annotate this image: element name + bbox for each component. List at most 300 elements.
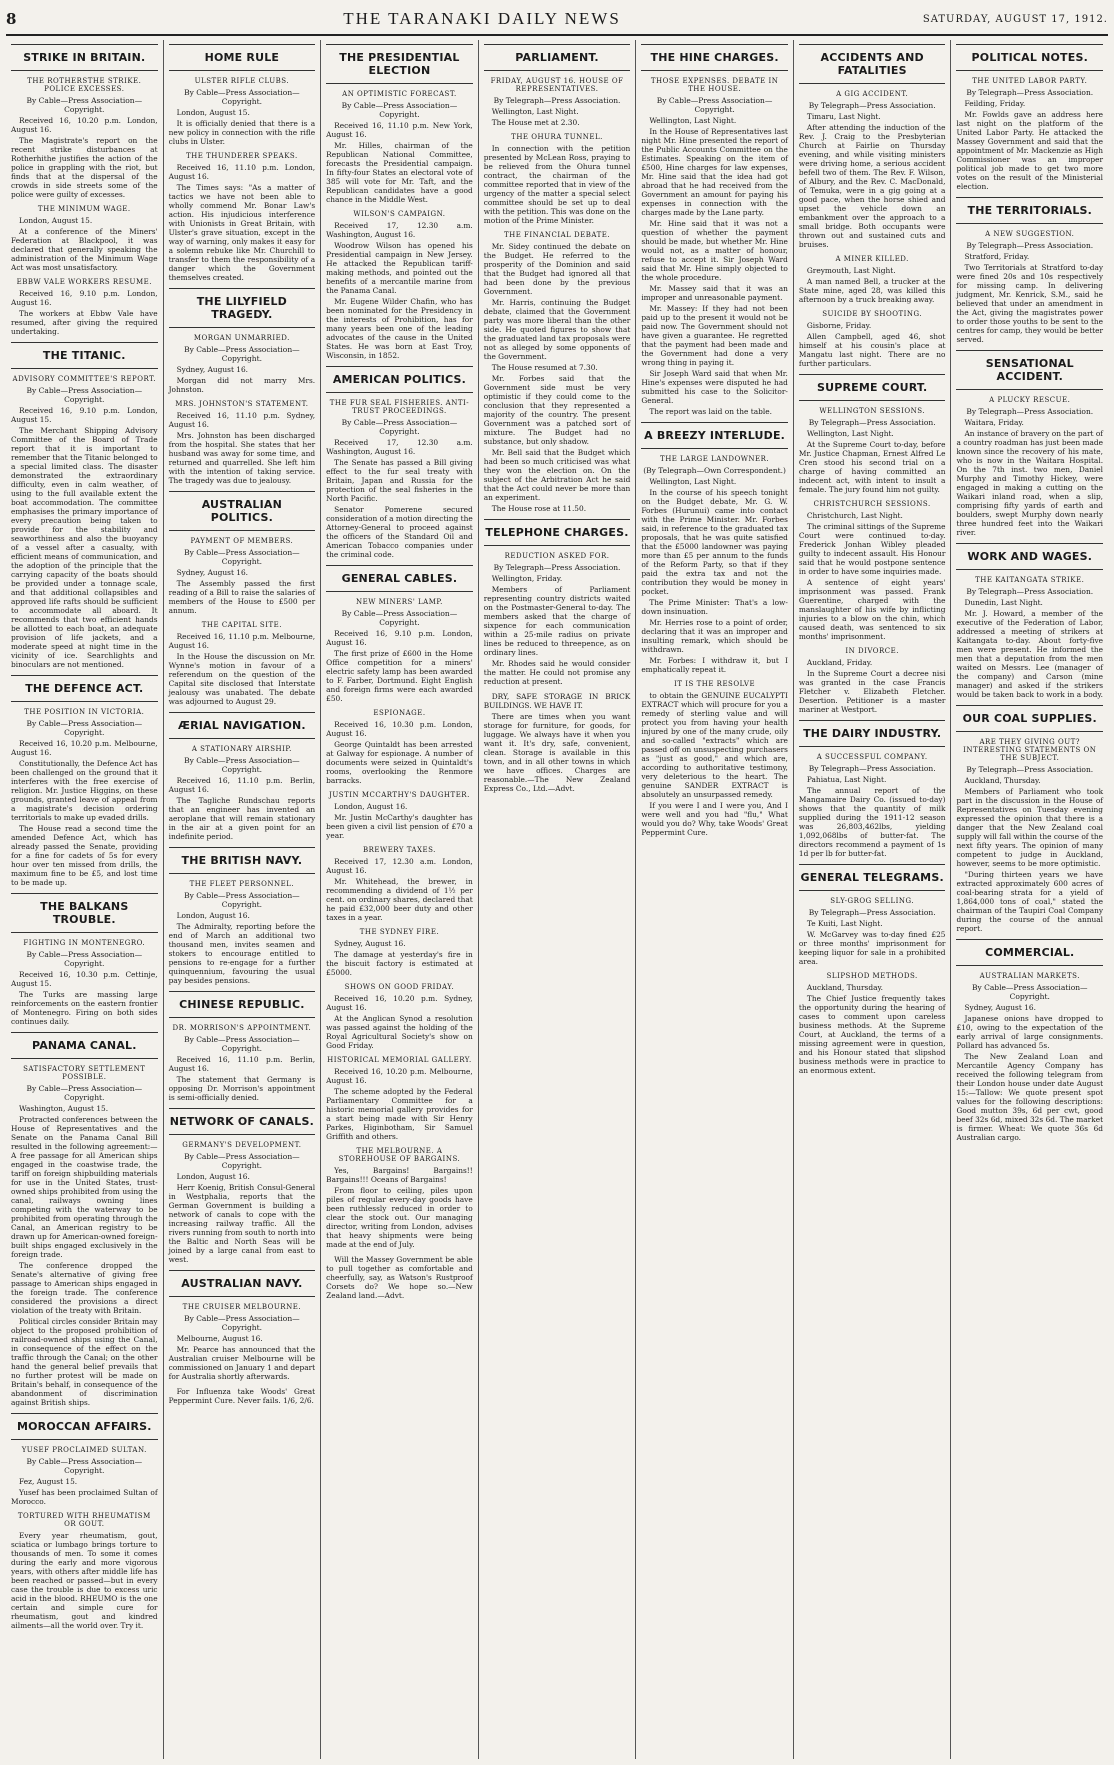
article-paragraph: W. McGarvey was to-day fined £25 or three months' imprisonment for keeping liquor for sale in a prohibited area. xyxy=(798,930,946,966)
article-paragraph: to obtain the GENUINE EUCALYPTI EXTRACT which will procure for you a remedy of sterling value and will protect you from having your health injured by one of the many crude, oily and so-called "extracts" which are passed off on unsuspecting purchasers as "just as good," and which are, according to authoritative testimony, very deleterious to the heart. The genuine SANDER EXTRACT is absolutely an unsurpassed remedy. xyxy=(641,691,788,799)
article xyxy=(11,675,158,887)
article-paragraph: Herr Koenig, British Consul-General in Westphalia, reports that the German Government is building a network of canals to cope with the increasing railway traffic. All the rivers running from south to north into the Baltic and North Seas will be joined by a large canal from east to west. xyxy=(168,1183,316,1264)
article xyxy=(799,44,946,249)
article-paragraph: Received 16, 11.10 p.m. New York, August 16. xyxy=(326,121,473,139)
article-byline: By Cable—Press Association—Copyright. xyxy=(341,609,458,627)
column-2 xyxy=(164,40,322,1759)
article-paragraph: The Magistrate's report on the recent strike disturbances at Rotherhithe justifies the action of the police in grappling with the riot, but finds that at the dispersal of the crowds in side streets some of the police were guilty of excesses. xyxy=(11,136,158,199)
article-paragraph: Received 17, 12.30 a.m. Washington, August 16. xyxy=(326,221,473,239)
article-paragraph: Wellington, Friday. xyxy=(491,574,563,583)
article xyxy=(326,791,473,840)
article-paragraph: Stratford, Friday. xyxy=(964,252,1030,261)
article-subheading: FIGHTING IN MONTENEGRO. xyxy=(23,939,146,947)
article-paragraph: Received 16, 9.10 p.m. London, August 16. xyxy=(11,289,158,307)
article-headline: AUSTRALIAN NAVY. xyxy=(169,1270,316,1297)
article-byline: By Cable—Press Association—Copyright. xyxy=(184,891,300,909)
columns-container xyxy=(6,40,1108,1759)
article-subheading: THE OHURA TUNNEL. xyxy=(511,133,603,141)
article-byline: By Cable—Press Association—Copyright. xyxy=(184,88,300,106)
article-paragraph: A man named Bell, a trucker at the State mine, aged 28, was killed this afternoon by a truck breaking away. xyxy=(798,277,946,304)
article-paragraph: Received 16, 10.20 p.m. Sydney, August 16. xyxy=(326,994,473,1012)
column-7 xyxy=(951,40,1108,1759)
article-paragraph: The House met at 2.30. xyxy=(491,118,580,127)
article xyxy=(326,44,473,204)
article-paragraph: The Prime Minister: That's a low-down insinuation. xyxy=(641,598,788,616)
article-paragraph: Christchurch, Last Night. xyxy=(806,511,903,520)
article-paragraph: From floor to ceiling, piles upon piles of regular every-day goods have been ruthlessly reduced in order to clear the stock out. Our managing director, writing from London, advises that heavy shipments were being made at the end of July. xyxy=(326,1186,473,1249)
article xyxy=(799,647,946,714)
article xyxy=(11,342,158,669)
article xyxy=(326,928,473,977)
article xyxy=(11,893,158,1026)
article-paragraph: Waitara, Friday. xyxy=(964,418,1024,427)
article-subheading: WILSON'S CAMPAIGN. xyxy=(353,210,446,218)
article-paragraph: Sydney, August 16. xyxy=(334,939,406,948)
article-paragraph: Received 16, 10.30 p.m. Cettinje, August 15. xyxy=(11,970,158,988)
article-subheading: THE UNITED LABOR PARTY. xyxy=(972,77,1088,85)
article xyxy=(484,44,631,127)
article-subheading: THE ROTHERSTHE STRIKE. POLICE EXCESSES. xyxy=(27,77,142,93)
article-subheading: THE FINANCIAL DEBATE. xyxy=(503,231,611,239)
article-headline: THE HINE CHARGES. xyxy=(641,44,788,71)
article-paragraph: The House resumed at 7.30. xyxy=(491,363,598,372)
article-subheading: MRS. JOHNSTON'S STATEMENT. xyxy=(175,400,309,408)
article-paragraph: Sydney, August 16. xyxy=(176,568,249,577)
article-paragraph: London, August 16. xyxy=(176,1172,250,1181)
article xyxy=(11,205,158,272)
article xyxy=(169,288,316,394)
article-subheading: ADVISORY COMMITTEE'S REPORT. xyxy=(12,375,157,383)
article-headline: THE TITANIC. xyxy=(11,342,158,369)
article-subheading: WELLINGTON SESSIONS. xyxy=(819,407,925,415)
article-subheading: THE FLEET PERSONNEL. xyxy=(189,880,295,888)
article xyxy=(169,712,316,841)
article-subheading: SATISFACTORY SETTLEMENT POSSIBLE. xyxy=(23,1065,146,1081)
article-paragraph: Greymouth, Last Night. xyxy=(806,266,896,275)
article xyxy=(169,847,316,985)
article-paragraph: Received 16, 11.10 p.m. Berlin, August 16. xyxy=(168,1055,316,1073)
article-paragraph: In the House the discussion on Mr. Wynne's motion in favour of a referendum on the question of the Capital site disclosed that Interstate jealousy was unabated. The debate was adjourned to August 29. xyxy=(168,652,316,706)
article xyxy=(799,374,946,494)
article-paragraph: At the Anglican Synod a resolution was passed against the holding of the Royal Agricultural Society's show on Good Friday. xyxy=(326,1014,473,1050)
article-paragraph: The Turks are massing large reinforcements on the eastern frontier of Montenegro. Firing on both sides continues daily. xyxy=(11,990,158,1026)
article-paragraph: Members of Parliament representing country districts waited on the Postmaster-General to-day. The members asked that the charge of sixpence for each communication within a 25-mile radius on private lines be reduced to threepence, as on ordinary lines. xyxy=(483,585,631,657)
article-paragraph: It is officially denied that there is a new policy in connection with the rifle clubs in Ulster. xyxy=(168,119,316,146)
article xyxy=(326,1056,473,1141)
article xyxy=(641,44,788,416)
article-paragraph: Senator Pomerene secured consideration of a motion directing the Attorney-General to proceed against the officers of the Standard Oil and American Tobacco companies under the criminal code. xyxy=(326,505,473,559)
article xyxy=(11,278,158,336)
article xyxy=(326,210,473,360)
article-byline: By Telegraph—Press Association. xyxy=(493,563,621,572)
article-paragraph: London, August 15. xyxy=(176,108,250,117)
article-paragraph: Wellington, Last Night. xyxy=(806,429,894,438)
column-5 xyxy=(636,40,794,1759)
article-subheading: THOSE EXPENSES. DEBATE IN THE HOUSE. xyxy=(650,77,779,93)
article-paragraph: Sydney, August 16. xyxy=(964,1003,1036,1012)
article-paragraph: The conference dropped the Senate's alternative of giving free passage to American ships engaged in the foreign trade. The conference considered the provisions a direct violation of the treaty with Britain. xyxy=(11,1261,158,1315)
article-headline: A BREEZY INTERLUDE. xyxy=(641,422,788,449)
article-paragraph: Washington, August 15. xyxy=(19,1104,109,1113)
article-paragraph: Members of Parliament who took part in the discussion in the House of Representatives on Tuesday evening expressed the opinion that there is a danger that the New Zealand coal supply will fall within the course of the next fifty years. The opinion of many competent to judge in Auckland, however, seems to be more optimistic. xyxy=(956,787,1104,868)
article-paragraph: Auckland, Friday. xyxy=(806,658,873,667)
article xyxy=(11,1413,158,1506)
article-headline: GENERAL CABLES. xyxy=(326,565,473,592)
article-subheading: SLY-GROG SELLING. xyxy=(830,897,915,905)
article-paragraph: Te Kuiti, Last Night. xyxy=(806,919,883,928)
article-subheading: IT IS THE RESOLVE xyxy=(674,680,756,688)
issue-date: SATURDAY, AUGUST 17, 1912. xyxy=(922,13,1108,25)
article-byline: By Cable—Press Association—Copyright. xyxy=(341,418,458,436)
article-paragraph: George Quintaldt has been arrested at Galway for espionage. A number of documents were seized in Quintaldt's rooms, overlooking the Renmore barracks. xyxy=(326,740,473,785)
article-subheading: ULSTER RIFLE CLUBS. xyxy=(194,77,290,85)
article xyxy=(326,846,473,922)
article xyxy=(641,680,788,837)
article-paragraph: Mr. Bell said that the Budget which had been so much criticised was what they won the election on. On the subject of the Arbitration Act he said that the Act could never be more than an experiment. xyxy=(483,448,631,502)
article-subheading: YUSEF PROCLAIMED SULTAN. xyxy=(21,1446,147,1454)
article-byline: By Telegraph—Press Association. xyxy=(808,101,936,110)
article-subheading: A STATIONARY AIRSHIP. xyxy=(191,745,292,753)
article-byline: By Cable—Press Association—Copyright. xyxy=(26,1457,143,1475)
article-paragraph: Will the Massey Government be able to pull together as comfortable and cheerfully, say, as Watson's Rustproof Corsets do? We hope so.—New Zealand land.—Advt. xyxy=(326,1255,473,1300)
article-subheading: A PLUCKY RESCUE. xyxy=(989,396,1071,404)
article-paragraph: Morgan did not marry Mrs. Johnston. xyxy=(168,376,316,394)
article-byline: By Telegraph—Press Association. xyxy=(493,96,621,105)
article-paragraph: Constitutionally, the Defence Act has been challenged on the ground that it interferes with the free exercise of religion. Mr. Justice Higgins, on these grounds, granted leave of appeal from a magistrate's decision ordering territorials to make up evaded drills. xyxy=(11,759,158,822)
article-paragraph: Wellington, Last Night. xyxy=(649,116,737,125)
article-headline: THE LILYFIELD TRAGEDY. xyxy=(169,288,316,328)
article-subheading: TORTURED WITH RHEUMATISM OR GOUT. xyxy=(17,1512,151,1528)
article-subheading: A NEW SUGGESTION. xyxy=(985,230,1075,238)
article-subheading: MORGAN UNMARRIED. xyxy=(193,334,290,342)
article-paragraph: The scheme adopted by the Federal Parliamentary Committee for a historic memorial gallery provides for a start being made with Sir Henry Parkes, Higinbotham, Sir Samuel Griffith and others. xyxy=(326,1087,473,1141)
article-paragraph: The Assembly passed the first reading of a Bill to raise the salaries of members of the House to £500 per annum. xyxy=(168,579,316,615)
article-paragraph: Yusef has been proclaimed Sultan of Morocco. xyxy=(11,1488,158,1506)
article-paragraph: The criminal sittings of the Supreme Court were continued to-day. Frederick Jonhan Wibley pleaded guilty to indecent assault. His Honour said that he would postpone sentence in order to have some inquiries made. xyxy=(798,522,946,576)
article-paragraph: Mr. J. Howard, a member of the executive of the Federation of Labor, addressed a meeting of strikers at Kaitangata to-day. About forty-five men were present. He informed the men that a deputation from the men waited on Messrs. Lee (manager of the company) and Carson (mine manager) and asked if the strikers would be taken back to work in a body. xyxy=(956,609,1104,699)
article xyxy=(326,1255,473,1300)
article-paragraph: Received 16, 11.10 p.m. Melbourne, August 16. xyxy=(168,632,316,650)
article-paragraph: The New Zealand Loan and Mercantile Agency Company has received the following telegram from their London house under date August 15:—Tallow: We quote present spot values for the following descriptions: Good mutton 39s, 6d per cwt, good beef 32s 6d, mixed 32s 6d. The market is firmer. Wheat: We quote 36s 6d Australian cargo. xyxy=(956,1052,1104,1142)
article-paragraph: Fez, August 15. xyxy=(19,1477,78,1486)
article-paragraph: There are times when you want storage for furniture, for goods, for luggage. We always have it when you want it. It's dry, safe, convenient, clean. Storage is available in this town, and in all other towns in which we have offices. Charges are reasonable.—The New Zealand Express Co., Ltd.—Advt. xyxy=(483,712,631,793)
article-subheading: A SUCCESSFUL COMPANY. xyxy=(816,753,928,761)
article xyxy=(799,972,946,1075)
article-paragraph: Sir Joseph Ward said that when Mr. Hine's expenses were disputed he had submitted his case to the Solicitor-General. xyxy=(641,369,788,405)
article-paragraph: The Chief Justice frequently takes the opportunity during the hearing of cases to comment upon careless business methods. At the Supreme Court, at Auckland, the terms of a missing agreement were in question, and his Honour stated that slipshod business methods were in practice to an enormous extent. xyxy=(798,994,946,1075)
article-paragraph: Received 16, 10.30 p.m. London, August 16. xyxy=(326,720,473,738)
article-paragraph: Mr. Eugene Wilder Chafin, who has been nominated for the Presidency in the interests of Prohibition, has for many years been one of the leading advocates of the cause in the United States. He was born at East Troy, Wisconsin, in 1852. xyxy=(326,297,473,360)
article xyxy=(484,133,631,225)
article-paragraph: Received 16, 9.10 p.m. London, August 16. xyxy=(326,629,473,647)
article xyxy=(11,1512,158,1630)
article-paragraph: The annual report of the Mangamaire Dairy Co. (issued to-day) shows that the quantity of milk supplied during the 1911-12 season was 26,803,462lbs, yielding 1,092,068lbs of butter-fat. The directors recommend a payment of 1s 1d per lb for butter-fat. xyxy=(798,786,946,858)
page-number: 8 xyxy=(6,10,17,28)
article xyxy=(799,864,946,966)
article-paragraph: Auckland, Thursday. xyxy=(964,776,1041,785)
article xyxy=(799,310,946,368)
article xyxy=(799,720,946,858)
article-paragraph: If you were I and I were you, And I were well and you had "flu," What would you do? Why, take Woods' Great Peppermint Cure. xyxy=(641,801,788,837)
article-paragraph: Gisborne, Friday. xyxy=(806,321,872,330)
article-byline: By Telegraph—Press Association. xyxy=(966,765,1094,774)
article xyxy=(169,491,316,615)
article-headline: ÆRIAL NAVIGATION. xyxy=(169,712,316,739)
article-paragraph: Sydney, August 16. xyxy=(176,365,249,374)
article-paragraph: "During thirteen years we have extracted approximately 600 acres of coal-bearing strata for a yield of 1,864,000 tons of coal," stated the chairman of the Taupiri Coal Company during the course of the annual report. xyxy=(956,870,1104,933)
article-paragraph: The House read a second time the amended Defence Act, which has already passed the Senate, providing for a fine for cadets of 5s for every hour over ten missed from drills, the maximum fine to be £5, and lost time to be made up. xyxy=(11,824,158,887)
article xyxy=(641,422,788,674)
article-subheading: AUSTRALIAN MARKETS. xyxy=(979,972,1080,980)
article-subheading: THE CAPITAL SITE. xyxy=(201,621,282,629)
article-byline: By Cable—Press Association—Copyright. xyxy=(26,96,143,114)
article-subheading: ESPIONAGE. xyxy=(373,709,426,717)
article-headline: SUPREME COURT. xyxy=(799,374,946,401)
article-byline: By Telegraph—Press Association. xyxy=(966,407,1094,416)
article-paragraph: In connection with the petition presented by McLean Ross, praying to be relieved from the Ohura tunnel contract, the chairman of the committee reported that in view of the urgency of the matter a special select committee should be set up to deal with the petition. This was done on the motion of the Prime Minister. xyxy=(483,144,631,225)
article-paragraph: Mr. Massey: If they had not been paid up to the present it would not be paid now. The Government should not have given a guarantee. He regretted that the payment had been made and the Government had done a very wrong thing in paying it. xyxy=(641,304,788,367)
article-headline: SENSATIONAL ACCIDENT. xyxy=(956,350,1103,390)
article xyxy=(169,44,316,146)
article-byline: By Cable—Press Association—Copyright. xyxy=(184,756,300,774)
article-paragraph: Dunedin, Last Night. xyxy=(964,598,1043,607)
article-paragraph: Pahiatua, Last Night. xyxy=(806,775,887,784)
article-paragraph: For Influenza take Woods' Great Peppermint Cure. Never fails. 1/6, 2/6. xyxy=(168,1387,316,1405)
article-paragraph: Mr. Herries rose to a point of order, declaring that it was an improper and insulting remark, which should be withdrawn. xyxy=(641,618,788,654)
article-paragraph: The workers at Ebbw Vale have resumed, after giving the required undertaking. xyxy=(11,309,158,336)
article-byline: By Cable—Press Association—Copyright. xyxy=(656,96,773,114)
article-byline: By Cable—Press Association—Copyright. xyxy=(26,950,143,968)
article-paragraph: After attending the induction of the Rev. J. Craig to the Presbyterian Church at Fairlie on Thursday evening, and while visiting ministers were driving home, a serious accident befell two of them. The Rev. F. Wilson, of Albury, and the Rev. C. MacDonald, of Temuka, were in a gig going at a good pace, when the horse shied and upset the vehicle down an embankment over the approach to a small bridge. Both occupants were thrown out and sustained cuts and bruises. xyxy=(798,123,946,249)
article-byline: (By Telegraph—Own Correspondent.) xyxy=(643,466,786,475)
article-paragraph: Mr. Justin McCarthy's daughter has been given a civil list pension of £70 a year. xyxy=(326,813,473,840)
article xyxy=(956,705,1103,933)
article-subheading: IN DIVORCE. xyxy=(845,647,899,655)
article-headline: HOME RULE xyxy=(169,44,316,71)
article-headline: THE DEFENCE ACT. xyxy=(11,675,158,702)
article-paragraph: Mr. Sidey continued the debate on the Budget. He referred to the prosperity of the Dominion and said that the Budget had ignored all that had been done by the previous Government. xyxy=(483,242,631,296)
article-paragraph: In the House of Representatives last night Mr. Hine presented the report of the Public Accounts Committee on the Estimates. Speaking on the item of £500, Hine charges for law expenses, Mr. Hine said that the idea had got abroad that he had received from the Government an amount for paying his expenses in connection with the charges made by the Lane party. xyxy=(641,127,788,217)
article-headline: TELEPHONE CHARGES. xyxy=(484,519,631,546)
article-byline: By Telegraph—Press Association. xyxy=(966,587,1094,596)
article-byline: By Cable—Press Association—Copyright. xyxy=(184,1152,300,1170)
article xyxy=(956,543,1103,699)
article-byline: By Telegraph—Press Association. xyxy=(808,908,936,917)
article-paragraph: Political circles consider Britain may object to the proposed prohibition of railroad-owned ships using the Canal, in consequence of the effect on the traffic through the Canal; on the other hand the general belief prevails that no further protest will be made on Britain's behalf, in consequence of the abandonment of discrimination against British ships. xyxy=(11,1317,158,1407)
article xyxy=(956,939,1103,1142)
article-subheading: AN OPTIMISTIC FORECAST. xyxy=(342,90,457,98)
article-paragraph: Received 17, 12.30 a.m. Washington, August 16. xyxy=(326,438,473,456)
article-headline: PANAMA CANAL. xyxy=(11,1032,158,1059)
article-headline: AUSTRALIAN POLITICS. xyxy=(169,491,316,531)
article-subheading: PAYMENT OF MEMBERS. xyxy=(190,537,294,545)
article-paragraph: Received 16, 10.20 p.m. Melbourne, August 16. xyxy=(11,739,158,757)
article xyxy=(956,350,1103,537)
article-paragraph: The Times says: "As a matter of tactics we have not been able to wholly commend Mr. Bonar Law's action. His injudicious interference with Unionists in Great Britain, with Ulster's grave situation, except in the way of warning, only makes it easy for a solemn rebuke like Mr. Churchill to transfer to them the responsibility of a danger which the Government themselves created. xyxy=(168,183,316,282)
article xyxy=(169,1270,316,1381)
article xyxy=(169,400,316,485)
article-byline: By Telegraph—Press Association. xyxy=(966,241,1094,250)
article-paragraph: London, August 16. xyxy=(176,911,250,920)
article-headline: COMMERCIAL. xyxy=(956,939,1103,966)
article-paragraph: In the Supreme Court a decree nisi was granted in the case Francis Fletcher v. Elizabeth Fletcher. Desertion. Petitioner is a master mariner at Westport. xyxy=(798,669,946,714)
article-paragraph: Auckland, Thursday. xyxy=(806,983,884,992)
column-4 xyxy=(479,40,637,1759)
article-subheading: NEW MINERS' LAMP. xyxy=(355,598,443,606)
article xyxy=(484,519,631,686)
article-paragraph: Two Territorials at Stratford to-day were fined 20s and 10s respectively for missing camp. In delivering judgment, Mr. Kenrick, S.M., said he believed that under an amendment in the Act, giving the magistrates power to order those youths to be sent to the centres for camp, they would be better served. xyxy=(956,263,1104,344)
masthead xyxy=(6,4,1108,36)
article-paragraph: At a conference of the Miners' Federation at Blackpool, it was declared that generally speaking the administration of the Minimum Wage Act was most unsatisfactory. xyxy=(11,227,158,272)
article-subheading: THE MELBOURNE. A STOREHOUSE OF BARGAINS. xyxy=(338,1147,461,1163)
article-subheading: BREWERY TAXES. xyxy=(362,846,436,854)
article-headline: MOROCCAN AFFAIRS. xyxy=(11,1413,158,1440)
article-paragraph: The Tagliche Rundschau reports that an engineer has invented an aeroplane that will remain stationary in the air at a given point for an indefinite period. xyxy=(168,796,316,841)
article-paragraph: The first prize of £600 in the Home Office competition for a miners' electric safety lamp has been awarded to F. Farber, Dortmund. Eight English and foreign firms were each awarded £50. xyxy=(326,649,473,703)
article-subheading: SUICIDE BY SHOOTING. xyxy=(822,310,923,318)
article-subheading: THE THUNDERER SPEAKS. xyxy=(186,152,298,160)
article xyxy=(326,366,473,559)
article-paragraph: Every year rheumatism, gout, sciatica or lumbago brings torture to thousands of men. To some it comes during the early and more vigorous years, with others after middle life has been reached or passed—but in every case the trouble is due to excess uric acid in the blood. RHEUMO is the one certain and simple cure for rheumatism, gout and kindred ailments—all the world over. Try it. xyxy=(11,1531,158,1630)
article-byline: By Cable—Press Association—Copyright. xyxy=(184,1314,300,1332)
article-subheading: THE FUR SEAL FISHERIES. ANTI-TRUST PROCEEDINGS. xyxy=(329,399,470,415)
article-subheading: ARE THEY GIVING OUT? INTERESTING STATEMENTS ON THE SUBJECT. xyxy=(963,738,1097,762)
article-paragraph: Japanese onions have dropped to £10, owing to the expectation of the early arrival of large consignments. Pollard has advanced 5s. xyxy=(956,1014,1104,1050)
article-paragraph: Timaru, Last Night. xyxy=(806,112,881,121)
article-byline: By Telegraph—Press Association. xyxy=(808,418,936,427)
article-paragraph: Received 16, 11.10 p.m. Sydney, August 16. xyxy=(168,411,316,429)
article-byline: By Cable—Press Association—Copyright. xyxy=(341,101,458,119)
newspaper-title: THE TARANAKI DAILY NEWS xyxy=(343,9,621,28)
article-headline: CHINESE REPUBLIC. xyxy=(169,991,316,1018)
article-subheading: THE KAITANGATA STRIKE. xyxy=(975,576,1085,584)
article-paragraph: The Merchant Shipping Advisory Committee of the Board of Trade report that it is important to remember that the Titanic belonged to a special limited class. The disaster demonstrated the extraordinary difficulty, even in calm weather, of using to the full available extent the boat accommodation. The committee emphasises the primary importance of every precaution being taken to provide for the stability and seaworthiness and also the buoyancy of a vessel after a casualty, with efficient means of communication, and the adoption of the principle that the carrying capacity of the boats should be provided under a tonnage scale, and that additional collapsibles and approved life rafts should be sufficient to accommodate all aboard. It recommends that two efficient hands be allotted to each boat, an adequate provision of life jackets, and a moderate speed at night time in the vicinity of ice. Searchlights and binoculars are not mentioned. xyxy=(11,426,158,669)
article-subheading: THE SYDNEY FIRE. xyxy=(359,928,440,936)
article-paragraph: The Senate has passed a Bill giving effect to the fur seal treaty with Britain, Japan and Russia for the protection of the seal fisheries in the North Pacific. xyxy=(326,458,473,503)
article-subheading: THE MINIMUM WAGE. xyxy=(37,205,131,213)
article-subheading: FRIDAY, AUGUST 16. HOUSE OF REPRESENTATIVES. xyxy=(490,77,624,93)
article-paragraph: The House rose at 11.50. xyxy=(491,504,587,513)
article-subheading: A MINER KILLED. xyxy=(835,255,909,263)
article-byline: By Cable—Press Association—Copyright. xyxy=(184,548,300,566)
article xyxy=(326,1147,473,1249)
article-paragraph: Mrs. Johnston has been discharged from the hospital. She states that her husband was away for some time, and returned and quarrelled. She left him with the intention of taking service. The tragedy was due to jealousy. xyxy=(168,431,316,485)
article xyxy=(956,197,1103,344)
article-subheading: DR. MORRISON'S APPOINTMENT. xyxy=(172,1024,312,1032)
article xyxy=(169,1387,316,1405)
article xyxy=(484,231,631,513)
article xyxy=(799,500,946,641)
article-subheading: A GIG ACCIDENT. xyxy=(836,90,909,98)
column-6 xyxy=(794,40,952,1759)
article-subheading: REDUCTION ASKED FOR. xyxy=(504,552,610,560)
article-headline: NETWORK OF CANALS. xyxy=(169,1108,316,1135)
article-paragraph: Wellington, Last Night. xyxy=(649,477,737,486)
article xyxy=(326,565,473,703)
article-paragraph: Wellington, Last Night. xyxy=(491,107,579,116)
article-headline: THE BRITISH NAVY. xyxy=(169,847,316,874)
article-paragraph: Mr. Fowlds gave an address here last night on the platform of the United Labor Party. He attacked the Massey Government and said that the appointment of Mr. Mackenzie as High Commissioner was an improper political job made to get two more votes on the result of the Ministerial election. xyxy=(956,110,1104,191)
article-paragraph: A sentence of eight years' imprisonment was passed. Frank Guerentine, charged with the manslaughter of his wife by inflicting injuries to a blow on the chin, which caused death, was sentenced to six months' imprisonment. xyxy=(798,578,946,641)
article-paragraph: DRY, SAFE STORAGE IN BRICK BUILDINGS. WE HAVE IT. xyxy=(483,692,631,710)
article xyxy=(169,991,316,1102)
article-paragraph: London, August 15. xyxy=(19,216,93,225)
article-paragraph: London, August 16. xyxy=(334,802,408,811)
article-headline: THE TERRITORIALS. xyxy=(956,197,1103,224)
article-subheading: GERMANY'S DEVELOPMENT. xyxy=(182,1141,302,1149)
article xyxy=(11,44,158,199)
article-paragraph: Received 16, 11.10 p.m. Berlin, August 16. xyxy=(168,776,316,794)
article-paragraph: Received 16, 10.20 p.m. London, August 16. xyxy=(11,116,158,134)
article-paragraph: Received 16, 10.20 p.m. Melbourne, August 16. xyxy=(326,1067,473,1085)
article-headline: ACCIDENTS AND FATALITIES xyxy=(799,44,946,84)
article-headline: THE PRESIDENTIAL ELECTION xyxy=(326,44,473,84)
article-paragraph: Received 17, 12.30 a.m. London, August 16. xyxy=(326,857,473,875)
article-headline: POLITICAL NOTES. xyxy=(956,44,1103,71)
article xyxy=(169,152,316,282)
article-paragraph: The report was laid on the table. xyxy=(649,407,772,416)
article-headline: WORK AND WAGES. xyxy=(956,543,1103,570)
article-paragraph: An instance of bravery on the part of a country roadman has just been made known since the recovery of his mate, who is now in the Waitara Hospital. On the 7th inst. two men, Daniel Murphy and Timothy Hickey, were engaged in making a cutting on the Waikari inland road, when a slip, comprising fifty yards of earth and boulders, swept Murphy down nearly three hundred feet into the Waikari river. xyxy=(956,429,1104,537)
article-byline: By Cable—Press Association—Copyright. xyxy=(26,719,143,737)
article-paragraph: Received 16, 11.10 p.m. London, August 16. xyxy=(168,163,316,181)
article-subheading: THE POSITION IN VICTORIA. xyxy=(24,708,145,716)
article xyxy=(11,1032,158,1407)
article-paragraph: Mr. Hilles, chairman of the Republican National Committee, forecasts the Presidential campaign. In fifty-four States an electoral vote of 385 will vote for Mr. Taft, and the Republican candidates have a good chance in the Middle West. xyxy=(326,141,473,204)
article-byline: By Telegraph—Press Association. xyxy=(808,764,936,773)
article-headline: THE DAIRY INDUSTRY. xyxy=(799,720,946,747)
article-paragraph: Mr. Forbes said that the Government side must be very optimistic if they could come to the conclusion that they represented a majority of the country. The present Government was a patched sort of mixture. The Budget had no substance, but only shadow. xyxy=(483,374,631,446)
article-paragraph: Feilding, Friday. xyxy=(964,99,1026,108)
article-headline: GENERAL TELEGRAMS. xyxy=(799,864,946,891)
article xyxy=(169,621,316,706)
article-paragraph: Received 16, 9.10 p.m. London, August 15. xyxy=(11,406,158,424)
article-byline: By Telegraph—Press Association. xyxy=(966,88,1094,97)
article xyxy=(956,44,1103,191)
article-paragraph: Mr. Forbes: I withdraw it, but I emphatically repeat it. xyxy=(641,656,788,674)
article-subheading: SHOWS ON GOOD FRIDAY. xyxy=(344,983,455,991)
article-subheading: THE LARGE LANDOWNER. xyxy=(660,455,770,463)
article-paragraph: Mr. Rhodes said he would consider the matter. He could not promise any reduction at present. xyxy=(483,659,631,686)
article-subheading: JUSTIN MCCARTHY'S DAUGHTER. xyxy=(329,791,470,799)
article xyxy=(169,1108,316,1264)
column-1 xyxy=(6,40,164,1759)
article-paragraph: The Admiralty, reporting before the end of March an additional two thousand men, invites seamen and stokers to encourage entitled to pensions to re-engage for a further quinquennium, favouring the usual pay besides pensions. xyxy=(168,922,316,985)
article-headline: PARLIAMENT. xyxy=(484,44,631,71)
article-byline: By Cable—Press Association—Copyright. xyxy=(26,1084,143,1102)
article xyxy=(484,692,631,793)
article-paragraph: Protracted conferences between the House of Representatives and the Senate on the Panama Canal Bill resulted in the following agreement:—A free passage for all American ships engaged in the coastwise trade, the tariff on foreign shipbuilding materials for use in the United States, trust-owned ships prohibited from using the canal, railways owning lines competing with the waterway to be prohibited from operating through the Canal, an American registry to be drawn up for American-owned foreign-built ships engaged exclusively in the foreign trade. xyxy=(11,1115,158,1259)
article-byline: By Cable—Press Association—Copyright. xyxy=(184,345,300,363)
article-paragraph: Mr. Pearce has announced that the Australian cruiser Melbourne will be commissioned on January 1 and depart for Australia shortly afterwards. xyxy=(168,1345,316,1381)
article-paragraph: Mr. Hine said that it was not a question of whether the payment should be made, but whether Mr. Hine would not, as a matter of honour, refuse to accept it. Sir Joseph Ward said that Mr. Hine simply objected to the whole procedure. xyxy=(641,219,788,282)
article-headline: OUR COAL SUPPLIES. xyxy=(956,705,1103,732)
article-subheading: CHRISTCHURCH SESSIONS. xyxy=(813,500,931,508)
article-headline: THE BALKANS TROUBLE. xyxy=(11,893,158,933)
article-subheading: HISTORICAL MEMORIAL GALLERY. xyxy=(327,1056,472,1064)
article-paragraph: Mr. Harris, continuing the Budget debate, claimed that the Government party was more liberal than the other side. He quoted figures to show that the graduated land tax proposals were not as alleged by some opponents of the Government. xyxy=(483,298,631,361)
article-byline: By Cable—Press Association—Copyright. xyxy=(971,983,1088,1001)
column-3 xyxy=(321,40,479,1759)
article-subheading: THE CRUISER MELBOURNE. xyxy=(182,1303,302,1311)
article-subheading: SLIPSHOD METHODS. xyxy=(826,972,918,980)
article-subheading: EBBW VALE WORKERS RESUME. xyxy=(16,278,152,286)
article-paragraph: Allen Campbell, aged 46, shot himself at his cousin's place at Mangatu last night. There are no further particulars. xyxy=(798,332,946,368)
article-paragraph: Woodrow Wilson has opened his Presidential campaign in New Jersey. He attacked the Republican tariff-making methods, and pointed out the benefits of a mercantile marine from the Panama Canal. xyxy=(326,241,473,295)
article xyxy=(326,983,473,1050)
article-paragraph: In the course of his speech tonight on the Budget debate, Mr. G. W. Forbes (Hurunui) came into contact with the Prime Minister. Mr. Forbes said, in reference to the graduated tax proposals, that he was quite satisfied that the £5000 landowner was paying more than £5 per annum to the funds of the Reform Party, so that if they paid the extra tax and not the contribution they would be money in pocket. xyxy=(641,488,788,596)
article-paragraph: Melbourne, August 16. xyxy=(176,1334,263,1343)
